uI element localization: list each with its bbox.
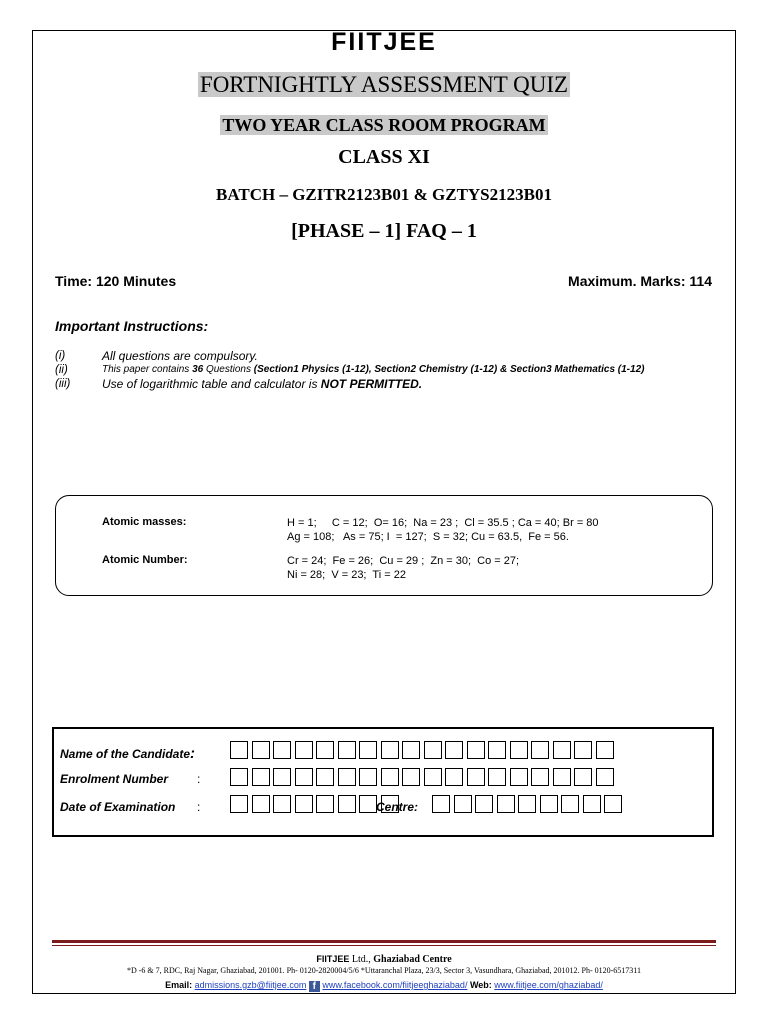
entry-box[interactable] (454, 795, 472, 813)
centre-label: Centre: (376, 800, 419, 814)
entry-box[interactable] (338, 795, 356, 813)
candidate-name-label: Name of the Candidate: (60, 745, 196, 762)
entry-box[interactable] (553, 741, 571, 759)
entry-box[interactable] (531, 741, 549, 759)
entry-box[interactable] (252, 795, 270, 813)
entry-box[interactable] (596, 741, 614, 759)
entry-box[interactable] (252, 768, 270, 786)
instructions-heading: Important Instructions: (55, 318, 209, 334)
entry-box[interactable] (510, 741, 528, 759)
entry-box[interactable] (424, 741, 442, 759)
enrolment-number-label: Enrolment Number (60, 772, 169, 786)
fiitjee-logo: FIITJEE (331, 28, 437, 56)
entry-box[interactable] (540, 795, 558, 813)
entry-box[interactable] (316, 795, 334, 813)
entry-box[interactable] (488, 768, 506, 786)
entry-box[interactable] (230, 795, 248, 813)
enrolment-colon: : (197, 772, 201, 786)
entry-box[interactable] (574, 741, 592, 759)
phase-heading: [PHASE – 1] FAQ – 1 (291, 220, 477, 242)
batch-heading: BATCH – GZITR2123B01 & GZTYS2123B01 (216, 185, 552, 204)
entry-box[interactable] (574, 768, 592, 786)
atomic-masses-values: H = 1; C = 12; O= 16; Na = 23 ; Cl = 35.5 ; Ca = 40; Br = 80 Ag = 108; As = 75; I = 127; S = 32; Cu = 63.5, Fe = 56. (287, 517, 599, 543)
entry-box[interactable] (402, 768, 420, 786)
entry-box[interactable] (467, 768, 485, 786)
email-link[interactable]: admissions.gzb@fiitjee.com (194, 980, 307, 990)
footer-divider-thin (52, 945, 716, 946)
entry-box[interactable] (583, 795, 601, 813)
entry-box[interactable] (445, 741, 463, 759)
entry-box[interactable] (295, 795, 313, 813)
entry-box[interactable] (359, 741, 377, 759)
entry-box[interactable] (273, 768, 291, 786)
footer-company: FIITJEE Ltd., Ghaziabad Centre (316, 954, 452, 965)
entry-box[interactable] (381, 768, 399, 786)
entry-box[interactable] (445, 768, 463, 786)
instruction-number: (iii) (55, 378, 71, 390)
page-title: FORTNIGHTLY ASSESSMENT QUIZ (199, 72, 569, 97)
entry-box[interactable] (359, 768, 377, 786)
entry-box[interactable] (467, 741, 485, 759)
date-of-examination-label: Date of Examination (60, 800, 176, 814)
entry-box[interactable] (316, 768, 334, 786)
entry-box[interactable] (475, 795, 493, 813)
centre-boxes[interactable] (432, 795, 626, 813)
entry-box[interactable] (252, 741, 270, 759)
entry-box[interactable] (553, 768, 571, 786)
candidate-name-boxes[interactable] (230, 741, 617, 759)
entry-box[interactable] (381, 741, 399, 759)
entry-box[interactable] (561, 795, 579, 813)
entry-box[interactable] (295, 768, 313, 786)
entry-box[interactable] (273, 795, 291, 813)
facebook-icon: f (309, 981, 320, 992)
class-heading: CLASS XI (338, 146, 430, 168)
exam-time: Time: 120 Minutes (55, 273, 177, 289)
entry-box[interactable] (518, 795, 536, 813)
entry-box[interactable] (488, 741, 506, 759)
date-colon: : (197, 800, 201, 814)
footer-divider (52, 940, 716, 943)
entry-box[interactable] (497, 795, 515, 813)
entry-box[interactable] (359, 795, 377, 813)
entry-box[interactable] (338, 768, 356, 786)
entry-box[interactable] (338, 741, 356, 759)
entry-box[interactable] (432, 795, 450, 813)
footer-address: *D -6 & 7, RDC, Raj Nagar, Ghaziabad, 201001. Ph- 0120-2820004/5/6 *Uttaranchal Plaza, 23/3, Sector 3, Vasundhara, Ghaziabad, 201012. Ph- 0120-6517311 (126, 966, 642, 975)
web-link[interactable]: www.fiitjee.com/ghaziabad/ (494, 980, 603, 990)
program-subtitle: TWO YEAR CLASS ROOM PROGRAM (222, 115, 546, 135)
maximum-marks: Maximum. Marks: 114 (568, 273, 712, 289)
entry-box[interactable] (295, 741, 313, 759)
atomic-number-label: Atomic Number: (102, 554, 188, 566)
entry-box[interactable] (510, 768, 528, 786)
entry-box[interactable] (316, 741, 334, 759)
entry-box[interactable] (230, 741, 248, 759)
entry-box[interactable] (531, 768, 549, 786)
footer-contact: Email: admissions.gzb@fiitjee.com f www.facebook.com/fiitjeeghaziabad/ Web: www.fiitjee.com/ghaziabad/ (165, 980, 603, 992)
entry-box[interactable] (402, 741, 420, 759)
entry-box[interactable] (604, 795, 622, 813)
entry-box[interactable] (273, 741, 291, 759)
entry-box[interactable] (596, 768, 614, 786)
instruction-number: (i) (55, 350, 66, 362)
instruction-text: Use of logarithmic table and calculator is NOT PERMITTED. (102, 377, 423, 391)
instruction-number: (ii) (55, 364, 68, 376)
atomic-masses-label: Atomic masses: (102, 516, 187, 528)
enrolment-number-boxes[interactable] (230, 768, 617, 786)
entry-box[interactable] (230, 768, 248, 786)
instruction-text: All questions are compulsory. (102, 349, 258, 363)
entry-box[interactable] (424, 768, 442, 786)
instruction-text: This paper contains 36 Questions (Section1 Physics (1-12), Section2 Chemistry (1-12) & Section3 Mathematics (1-12) (102, 364, 645, 375)
facebook-link[interactable]: www.facebook.com/fiitjeeghaziabad/ (322, 980, 468, 990)
atomic-number-values: Cr = 24; Fe = 26; Cu = 29 ; Zn = 30; Co = 27; Ni = 28; V = 23; Ti = 22 (287, 555, 520, 581)
